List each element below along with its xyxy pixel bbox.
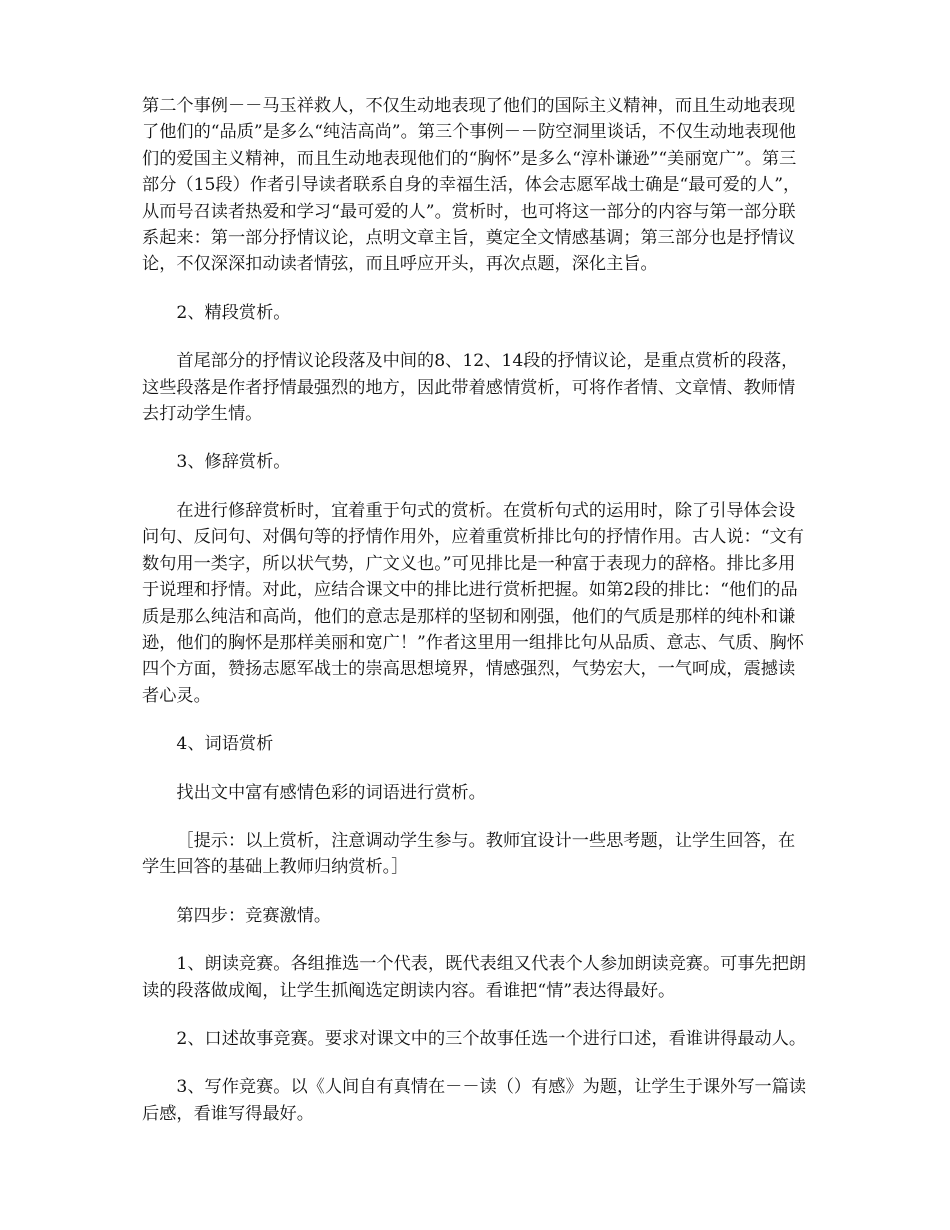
paragraph-storytelling-contest: 2、口述故事竞赛。要求对课文中的三个故事任选一个进行口述，看谁讲得最动人。 — [176, 1028, 807, 1049]
paragraph-reading-contest: 1、朗读竞赛。各组推选一个代表，既代表组又代表个人参加朗读竞赛。可事先把朗读的段落做成阄，让学生抓阄选定朗读内容。看谁把“情”表达得最好。 — [142, 954, 807, 1001]
paragraph-word-analysis: 找出文中富有感情色彩的词语进行赏析。 — [176, 782, 486, 803]
paragraph-teaching-tip: ［提示：以上赏析，注意调动学生参与。教师宜设计一些思考题，让学生回答，在学生回答的基础上教师归纳赏析。］ — [142, 830, 796, 878]
paragraph-writing-contest: 3、写作竞赛。以《人间自有真情在－－读（）有感》为题，让学生于课外写一篇读后感，看谁写得最好。 — [142, 1077, 807, 1124]
heading-step-four: 第四步：竞赛激情。 — [176, 905, 332, 926]
paragraph-key-paragraph-analysis: 首尾部分的抒情议论段落及中间的8、12、14段的抒情议论，是重点赏析的段落，这些段落是作者抒情最强烈的地方，因此带着感情赏析，可将作者情、文章情、教师情去打动学生情。 — [142, 351, 799, 425]
document-body — [142, 93, 810, 1149]
heading-rhetoric-analysis: 3、修辞赏析。 — [176, 452, 291, 473]
paragraph-rhetoric-analysis: 在进行修辞赏析时，宜着重于句式的赏析。在赏析句式的运用时，除了引导体会设问句、反问句、对偶句等的抒情作用外，应着重赏析排比句的抒情作用。古人说：“文有数句用一类字，所以状气势，广文义也。”可见排比是一种富于表现力的辞格。排比多用于说理和抒情。对此，应结合课文中的排比进行赏析把握。如第2段的排比：“他们的品质是那么纯洁和高尚，他们的意志是那样的坚韧和刚强，他们的气质是那样的纯朴和谦逊，他们的胸怀是那样美丽和宽广！”作者这里用一组排比句从品质、意志、气质、胸怀四个方面，赞扬志愿军战士的崇高思想境界，情感强烈，气势宏大，一气呵成，震撼读者心灵。 — [142, 500, 804, 706]
heading-key-paragraph-analysis: 2、精段赏析。 — [176, 302, 291, 323]
paragraph-analysis-continuation: 第二个事例－－马玉祥救人，不仅生动地表现了他们的国际主义精神，而且生动地表现了他们的“品质”是多么“纯洁高尚”。第三个事例－－防空洞里谈话，不仅生动地表现他们的爱国主义精神，而且生动地表现他们的“胸怀”是多么“淳朴谦逊”“美丽宽广”。第三部分（15段）作者引导读者联系自身的幸福生活，体会志愿军战士确是“最可爱的人”，从而号召读者热爱和学习“最可爱的人”。赏析时，也可将这一部分的内容与第一部分联系起来：第一部分抒情议论，点明文章主旨，奠定全文情感基调；第三部分也是抒情议论，不仅深深扣动读者情弦，而且呼应开头，再次点题，深化主旨。 — [142, 96, 801, 275]
heading-word-analysis: 4、词语赏析 — [176, 734, 274, 755]
